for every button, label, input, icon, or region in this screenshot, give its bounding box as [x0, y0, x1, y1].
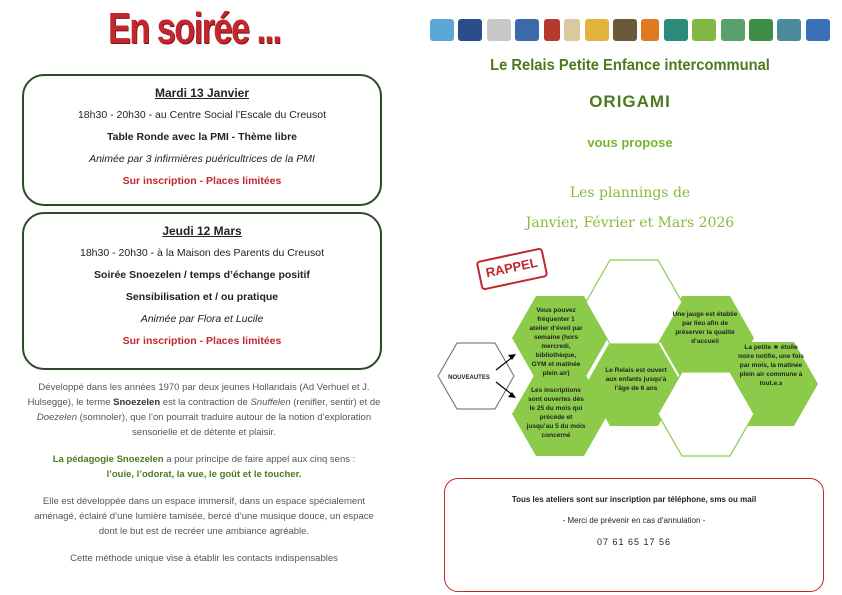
partner-logo-icon — [585, 19, 609, 41]
text: (somnoler), que l’on pourrait traduire autour de la notion d’exploration sensorielle et de détente et plaisir. — [76, 412, 372, 438]
text-term: Snuffelen — [250, 397, 291, 408]
contact-box — [444, 478, 824, 592]
contact-phone[interactable]: 07 61 65 17 56 — [596, 537, 672, 547]
event-theme: Table Ronde avec la PMI - Thème libre — [106, 131, 298, 143]
nouveautes-label: NOUVEAUTES — [448, 375, 490, 381]
partner-logo-icon — [664, 19, 688, 41]
partner-logo-icon — [564, 19, 580, 41]
text: (renifler, sentir) et de — [290, 397, 381, 408]
event-animator: Animée par 3 infirmières puéricultrices de la PMI — [89, 153, 315, 165]
partner-logo-icon — [806, 19, 830, 41]
partner-logo-icon — [458, 19, 482, 41]
event-animator: Animée par Flora et Lucile — [140, 313, 264, 325]
page-title: En soirée ... — [108, 4, 281, 53]
partner-logo-icon — [749, 19, 773, 41]
hex-age-text: Le Relais est ouvert aux enfants jusqu’à l’âge de 6 ans — [605, 367, 667, 392]
snoezelen-paragraph-4: Cette méthode unique vise à établir les contacts indispensables — [70, 553, 338, 564]
partner-logo-icon — [487, 19, 511, 41]
partner-logo-icon — [430, 19, 454, 41]
text-five-senses: l’ouïe, l’odorat, la vue, le goût et le toucher. — [106, 469, 302, 480]
rappel-stamp: RAPPEL — [476, 247, 549, 290]
hex-inscriptions-text: Les inscriptions sont ouvertes dès le 25 du mois qui précède et jusqu’au 5 du mois concerné — [526, 387, 586, 439]
event-registration: Sur inscription - Places limitées — [122, 335, 282, 347]
partner-logo-icon — [721, 19, 745, 41]
partner-logo-icon — [613, 19, 637, 41]
snoezelen-paragraph-1 — [24, 380, 384, 440]
snoezelen-paragraph-2 — [24, 452, 384, 482]
hex-atelier-text: Vous pouvez fréquenter 1 atelier d’éveil par semaine (hors mercredi, bibliothèque, GYM et matinée plein air) — [529, 307, 583, 377]
event-time-place: 18h30 - 20h30 - au Centre Social l’Escale du Creusot — [77, 109, 327, 121]
partner-logo-icon — [641, 19, 659, 41]
text: est la contraction de — [160, 397, 251, 408]
event-date: Mardi 13 Janvier — [154, 86, 250, 100]
event-date: Jeudi 12 Mars — [162, 224, 242, 238]
subtitle: vous propose — [587, 135, 673, 150]
text-term: Snoezelen — [113, 397, 161, 408]
text-term: La pédagogie Snoezelen — [52, 454, 164, 465]
hex-jauge-text: Une jauge est établie par lieu afin de préserver la qualité d’accueil — [672, 311, 738, 345]
rpe-name: ORIGAMI — [589, 92, 671, 111]
text: a pour principe de faire appel aux cinq sens : — [163, 454, 356, 465]
partner-logos — [430, 16, 830, 44]
hex-etoile-text: La petite ★ étoile noire notifie, une fois par mois, la matinée plein air commune à tout.e.s — [738, 344, 804, 387]
partner-logo-icon — [515, 19, 539, 41]
rpe-title: Le Relais Petite Enfance intercommunal — [490, 57, 770, 74]
event-theme: Soirée Snoezelen / temps d’échange positif — [94, 269, 310, 281]
partner-logo-icon — [544, 19, 560, 41]
text-term: Doezelen — [36, 412, 77, 423]
event-card-january — [22, 74, 382, 206]
plannings-heading: Les plannings de — [569, 185, 691, 201]
partner-logo-icon — [692, 19, 716, 41]
text: Développé dans les années 1970 par deux jeunes Hollandais (Ad Verhuel et J. Hulsegge), le terme — [27, 382, 370, 408]
event-registration: Sur inscription - Places limitées — [122, 175, 282, 187]
plannings-period: Janvier, Février et Mars 2026 — [525, 215, 735, 231]
event-time-place: 18h30 - 20h30 - à la Maison des Parents du Creusot — [80, 247, 324, 259]
snoezelen-paragraph-3: Elle est développée dans un espace immersif, dans un espace spécialement aménagé, éclairé d’une lumière tamisée, bercé d’une musique douce, un espace dont le but est de recréer une ambiance agréable. — [34, 496, 374, 537]
event-card-march — [22, 212, 382, 370]
partner-logo-icon — [777, 19, 801, 41]
snoezelen-description — [24, 380, 384, 578]
contact-info: Tous les ateliers sont sur inscription par téléphone, sms ou mail — [511, 495, 757, 504]
event-sub: Sensibilisation et / ou pratique — [125, 291, 279, 303]
contact-cancel-notice: - Merci de prévenir en cas d’annulation - — [562, 516, 706, 525]
